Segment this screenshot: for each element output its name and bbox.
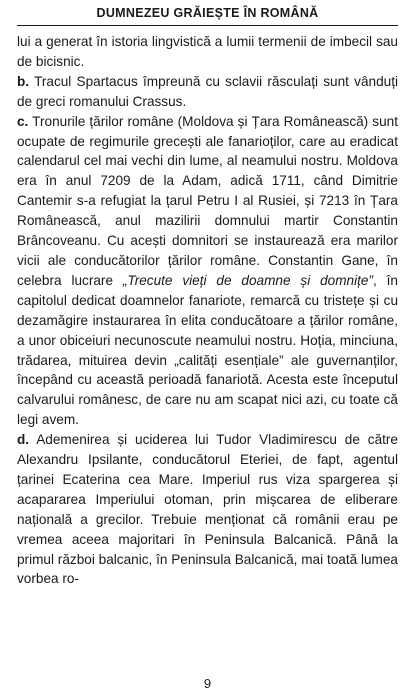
paragraph-text: lui a generat în istoria lingvistică a lumii termenii de imbecil sau de bicisnic. (17, 34, 398, 69)
header-rule (17, 25, 398, 26)
paragraph-continuation (17, 32, 398, 72)
running-header: DUMNEZEU GRĂIEȘTE ÎN ROMÂNĂ (96, 6, 319, 20)
paragraph-text: Tracul Spartacus împreună cu sclavii răsculați sunt vânduți de greci romanului Crassus. (17, 73, 398, 109)
paragraph-text: Tronurile țărilor române (Moldova și Țara Românească) sunt ocupate de regimurile grecești ale fanarioților, care au eradicat calendarul cel mai vechi din lume, al neamului nostru. Moldova era în anul 7209 de la Adam, adică 1711, când Dimitrie Cantemir s-a refugiat la țarul Petru I al Rusiei, și 7213 în Țara Românească, anul mazilirii domnului martir Constantin Brâncoveanu. Cu acești domnitori se instaurează era marilor vicii ale conducătorilor țărilor române. Constantin Gane, în celebra lucrare (17, 113, 398, 288)
page-number: 9 (203, 676, 212, 691)
item-label: c. (17, 113, 29, 129)
paragraph-d (17, 430, 398, 589)
item-label: d. (17, 432, 30, 448)
paragraph-text: , în capitolul dedicat doamnelor fanariote, remarcă cu tristețe și cu dezamăgire instaurarea în elita conducătoare a țărilor române, a unor obiceiuri necunoscute neamului nostru. Hoția, minciuna, trădarea, mituirea devin „calități esențiale” ale guvernanților, începând cu această perioadă fanariotă. Acesta este începutul calvarului românesc, de care nu am scapat nici azi, cu toate că legi avem. (17, 272, 398, 428)
paragraph-text: Ademenirea și uciderea lui Tudor Vladimirescu de către Alexandru Ipsilante, conducătorul Eteriei, de fapt, agentul țarinei Ecaterina cea Mare. Imperiul rus viza spargerea și acapararea Imperiului otoman, prin mișcarea de eliberare națională a grecilor. Trebuie menționat că românii erau pe vremea aceea majoritari în Peninsula Balcanică. Până la primul război balcanic, în Peninsula Balcanică, mai toată lumea vorbea ro- (17, 432, 398, 587)
book-title-italic: „Trecute vieți de doamne și domnițe” (122, 272, 373, 288)
paragraph-b (17, 72, 398, 112)
page-body (17, 32, 398, 589)
item-label: b. (17, 73, 30, 89)
paragraph-c (17, 112, 398, 431)
